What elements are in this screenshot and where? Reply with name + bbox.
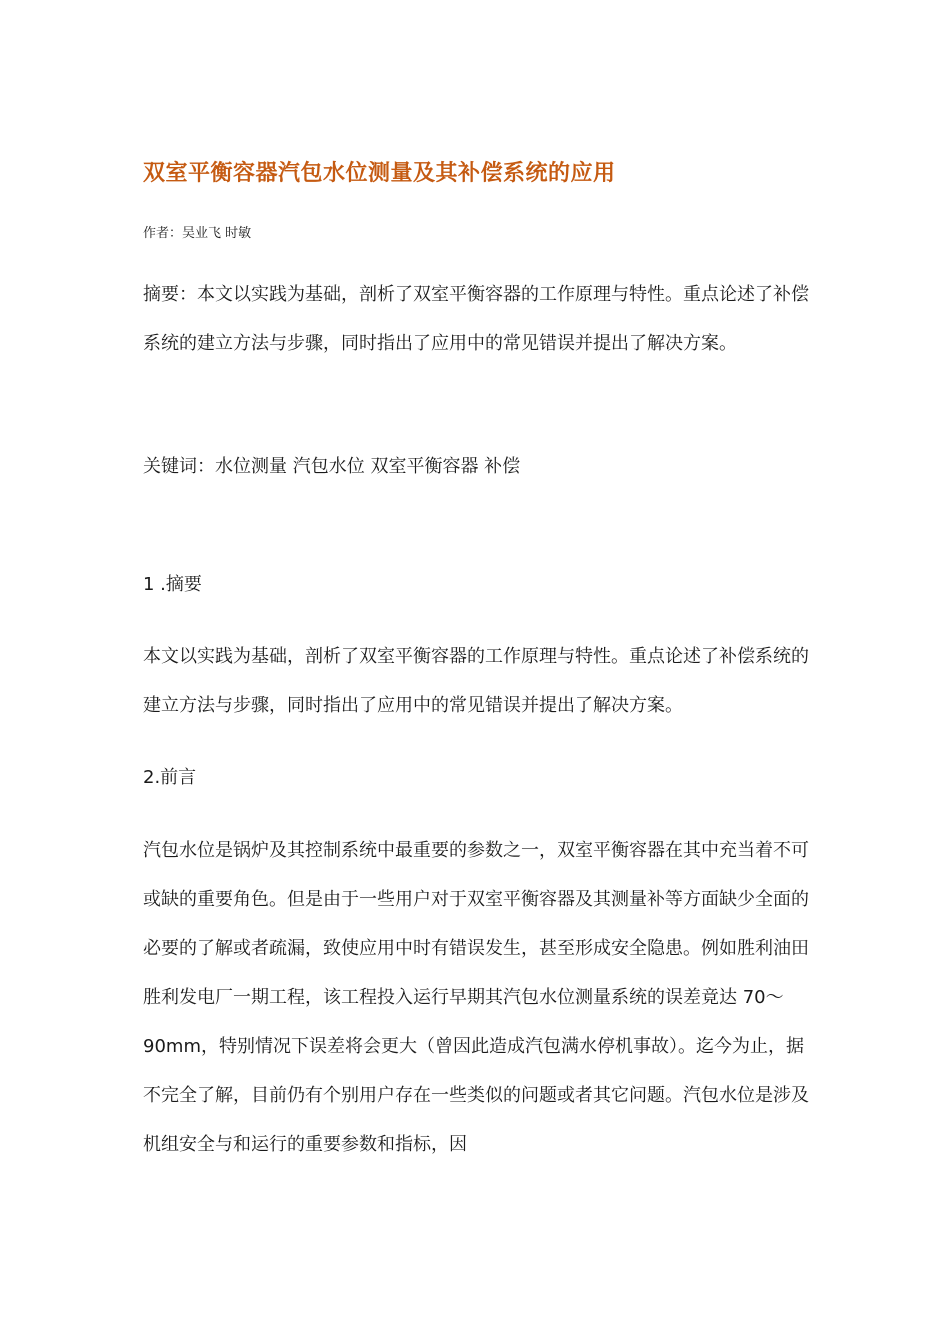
document-title: 双室平衡容器汽包水位测量及其补偿系统的应用 bbox=[143, 161, 616, 186]
abstract-paragraph: 摘要：本文以实践为基础，剖析了双室平衡容器的工作原理与特性。重点论述了补偿系统的建立方法与步骤，同时指出了应用中的常见错误并提出了解决方案。 bbox=[143, 284, 809, 354]
section-summary-paragraph: 本文以实践为基础，剖析了双室平衡容器的工作原理与特性。重点论述了补偿系统的建立方法与步骤，同时指出了应用中的常见错误并提出了解决方案。 bbox=[143, 646, 809, 716]
section-heading-summary: 1 .摘要 bbox=[143, 574, 202, 595]
author-line: 作者：吴业飞 时敏 bbox=[143, 226, 252, 241]
section-heading-preface: 2.前言 bbox=[143, 767, 197, 788]
section-preface-paragraph: 汽包水位是锅炉及其控制系统中最重要的参数之一，双室平衡容器在其中充当着不可或缺的重要角色。但是由于一些用户对于双室平衡容器及其测量补等方面缺少全面的必要的了解或者疏漏，致使应用中时有错误发生，甚至形成安全隐患。例如胜利油田胜利发电厂一期工程，该工程投入运行早期其汽包水位测量系统的误差竟达 70～90mm，特别情况下误差将会更大（曾因此造成汽包满水停机事故）。迄今为止，据不完全了解，目前仍有个别用户存在一些类似的问题或者其它问题。汽包水位是涉及机组安全与和运行的重要参数和指标，因 bbox=[143, 840, 809, 1155]
keywords-line: 关键词：水位测量 汽包水位 双室平衡容器 补偿 bbox=[143, 456, 521, 477]
